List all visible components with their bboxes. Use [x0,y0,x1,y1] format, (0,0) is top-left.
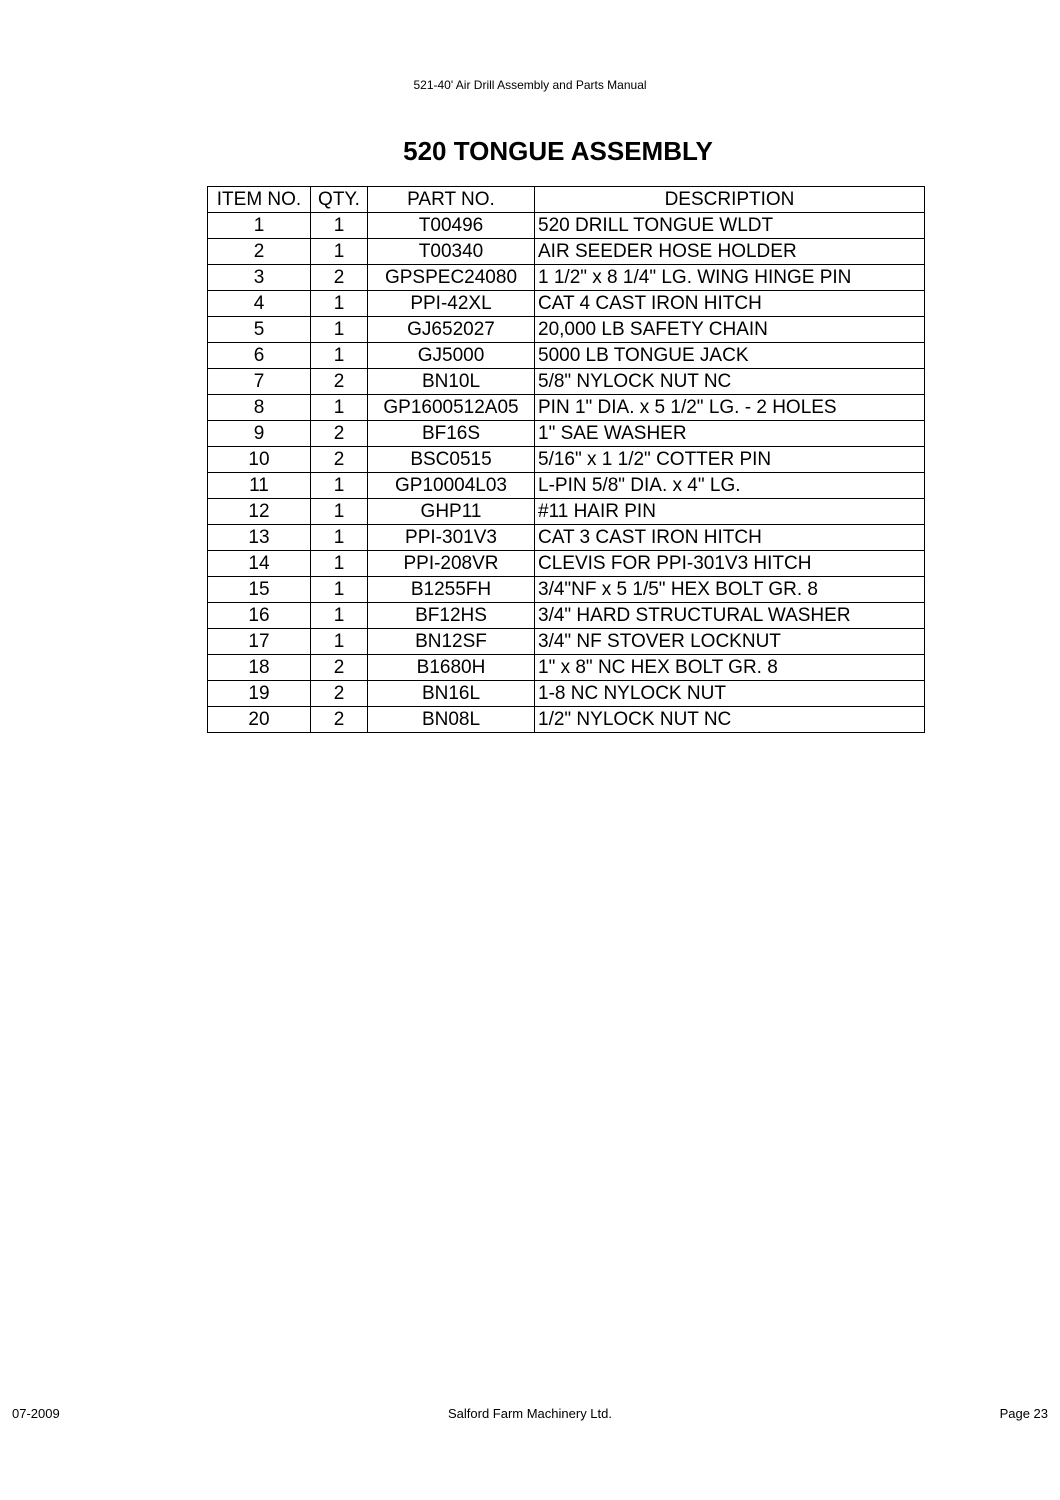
table-row [208,655,925,681]
cell-description: 5/16" x 1 1/2" COTTER PIN [535,447,925,473]
cell-qty: 2 [311,681,368,707]
table-row [208,629,925,655]
cell-qty: 1 [311,239,368,265]
column-header-part-no: PART NO. [368,187,535,213]
cell-description: 3/4" HARD STRUCTURAL WASHER [535,603,925,629]
cell-item-no: 16 [208,603,311,629]
cell-description: 5/8" NYLOCK NUT NC [535,369,925,395]
cell-description: PIN 1" DIA. x 5 1/2" LG. - 2 HOLES [535,395,925,421]
table-row [208,525,925,551]
cell-item-no: 7 [208,369,311,395]
table-row [208,707,925,733]
column-header-item-no: ITEM NO. [208,187,311,213]
cell-part-no: PPI-301V3 [368,525,535,551]
cell-part-no: GP10004L03 [368,473,535,499]
cell-qty: 1 [311,603,368,629]
cell-item-no: 12 [208,499,311,525]
table-row [208,447,925,473]
cell-description: #11 HAIR PIN [535,499,925,525]
cell-description: 20,000 LB SAFETY CHAIN [535,317,925,343]
cell-qty: 1 [311,343,368,369]
cell-part-no: B1680H [368,655,535,681]
cell-part-no: B1255FH [368,577,535,603]
page-title: 520 TONGUE ASSEMBLY [403,136,713,166]
cell-qty: 2 [311,265,368,291]
footer-page-number: Page 23 [999,1406,1048,1421]
cell-description: 1-8 NC NYLOCK NUT [535,681,925,707]
cell-qty: 1 [311,291,368,317]
cell-item-no: 9 [208,421,311,447]
cell-qty: 1 [311,317,368,343]
cell-description: 1" SAE WASHER [535,421,925,447]
table-row [208,265,925,291]
cell-item-no: 18 [208,655,311,681]
cell-item-no: 20 [208,707,311,733]
cell-part-no: GHP11 [368,499,535,525]
table-row [208,317,925,343]
cell-item-no: 19 [208,681,311,707]
cell-description: 3/4" NF STOVER LOCKNUT [535,629,925,655]
cell-item-no: 1 [208,213,311,239]
table-row [208,395,925,421]
column-header-description: DESCRIPTION [535,187,925,213]
cell-qty: 2 [311,655,368,681]
cell-description: 1 1/2" x 8 1/4" LG. WING HINGE PIN [535,265,925,291]
table-row [208,239,925,265]
cell-qty: 2 [311,369,368,395]
cell-description: 1" x 8" NC HEX BOLT GR. 8 [535,655,925,681]
table-row [208,577,925,603]
table-row [208,291,925,317]
cell-item-no: 2 [208,239,311,265]
cell-part-no: GP1600512A05 [368,395,535,421]
table-row [208,473,925,499]
cell-qty: 1 [311,629,368,655]
cell-qty: 1 [311,499,368,525]
table-row [208,499,925,525]
cell-item-no: 4 [208,291,311,317]
table-row [208,603,925,629]
cell-part-no: BN12SF [368,629,535,655]
cell-item-no: 10 [208,447,311,473]
manual-title: 521-40' Air Drill Assembly and Parts Manual [413,78,647,92]
cell-description: 3/4"NF x 5 1/5" HEX BOLT GR. 8 [535,577,925,603]
cell-description: CAT 4 CAST IRON HITCH [535,291,925,317]
cell-part-no: GPSPEC24080 [368,265,535,291]
table-row [208,421,925,447]
cell-part-no: GJ652027 [368,317,535,343]
cell-qty: 1 [311,473,368,499]
table-row [208,369,925,395]
cell-item-no: 5 [208,317,311,343]
cell-part-no: T00340 [368,239,535,265]
cell-qty: 2 [311,707,368,733]
cell-item-no: 11 [208,473,311,499]
cell-description: 5000 LB TONGUE JACK [535,343,925,369]
footer-company: Salford Farm Machinery Ltd. [447,1406,612,1421]
table-row [208,681,925,707]
cell-description: CLEVIS FOR PPI-301V3 HITCH [535,551,925,577]
cell-qty: 1 [311,551,368,577]
cell-description: 1/2" NYLOCK NUT NC [535,707,925,733]
cell-description: L-PIN 5/8" DIA. x 4" LG. [535,473,925,499]
cell-description: CAT 3 CAST IRON HITCH [535,525,925,551]
cell-part-no: GJ5000 [368,343,535,369]
cell-qty: 2 [311,421,368,447]
cell-part-no: PPI-42XL [368,291,535,317]
cell-item-no: 3 [208,265,311,291]
cell-item-no: 15 [208,577,311,603]
parts-table-body [208,213,925,733]
table-row [208,551,925,577]
cell-qty: 1 [311,577,368,603]
cell-item-no: 8 [208,395,311,421]
cell-description: 520 DRILL TONGUE WLDT [535,213,925,239]
table-row [208,213,925,239]
cell-item-no: 14 [208,551,311,577]
cell-qty: 2 [311,447,368,473]
cell-qty: 1 [311,395,368,421]
cell-part-no: BSC0515 [368,447,535,473]
table-row [208,343,925,369]
parts-table [207,186,925,733]
cell-part-no: BN08L [368,707,535,733]
cell-item-no: 6 [208,343,311,369]
table-header-row [208,187,925,213]
cell-part-no: BN16L [368,681,535,707]
cell-item-no: 17 [208,629,311,655]
cell-description: AIR SEEDER HOSE HOLDER [535,239,925,265]
cell-qty: 1 [311,213,368,239]
column-header-qty: QTY. [311,187,368,213]
cell-part-no: PPI-208VR [368,551,535,577]
cell-part-no: BN10L [368,369,535,395]
cell-item-no: 13 [208,525,311,551]
cell-qty: 1 [311,525,368,551]
cell-part-no: T00496 [368,213,535,239]
cell-part-no: BF12HS [368,603,535,629]
footer-date: 07-2009 [12,1406,60,1421]
cell-part-no: BF16S [368,421,535,447]
